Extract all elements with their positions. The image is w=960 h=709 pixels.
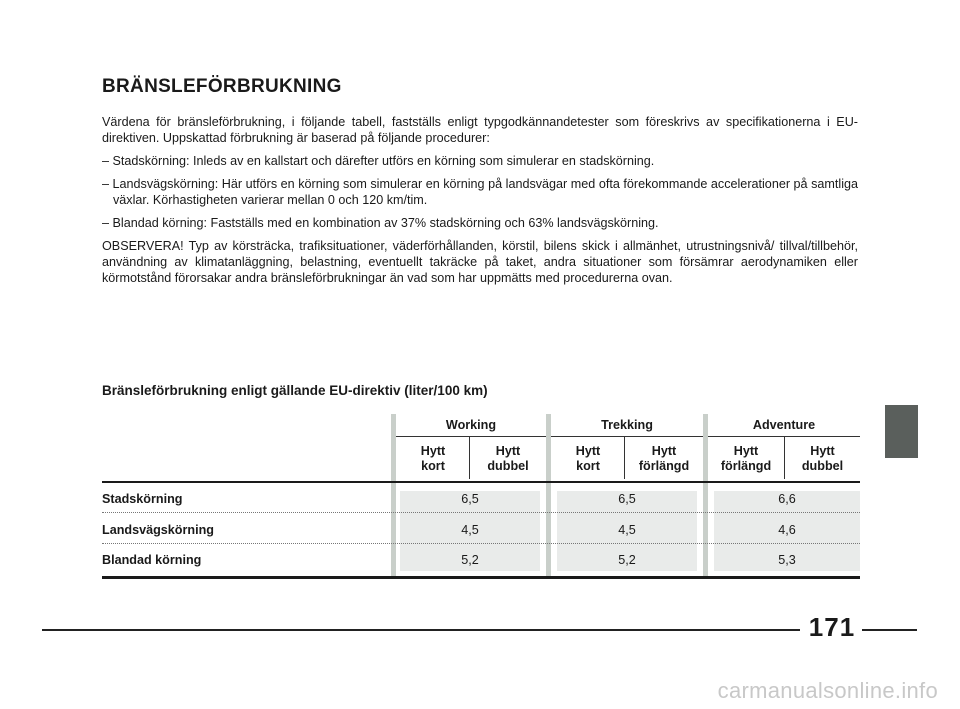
value-adventure-mixed: 5,3 [778, 553, 796, 567]
group-underline [396, 436, 546, 437]
table-bottom-rule [102, 576, 860, 579]
intro-paragraph: Värdena för bränsleförbrukning, i följande tabell, fastställs enligt typgodkännandetester som föreskrivs av specifikationerna i EU-direktiven. Uppskattad förbrukning är baserad på följande procedurer: [102, 115, 858, 145]
group-header-trekking: Trekking [601, 418, 653, 432]
footer-rule-right [862, 629, 917, 631]
bullet-city: – Stadskörning: Inleds av en kallstart och därefter utförs en körning som simulerar en stadskörning. [102, 154, 655, 168]
group-header-working: Working [445, 418, 497, 432]
value-trekking-mixed: 5,2 [618, 553, 636, 567]
consumption-table [102, 414, 860, 582]
row-label-mixed: Blandad körning [102, 553, 202, 567]
row-label-city: Stadskörning [102, 492, 183, 506]
page-title: BRÄNSLEFÖRBRUKNING [102, 76, 342, 97]
group-underline [551, 436, 703, 437]
watermark: carmanualsonline.info [717, 678, 938, 703]
page-number: 171 [808, 612, 856, 642]
subheader-adventure-dubbel: Hytt dubbel [801, 444, 844, 473]
value-adventure-city: 6,6 [778, 492, 796, 506]
chapter-tab [885, 405, 918, 458]
bullet-highway: – Landsvägskörning: Här utförs en körning som simulerar en körning på landsvägar med ofta förekommande accelerationer på samtliga växlar. Körhastigheten varierar mellan 0 och 120 km/tim. [102, 177, 858, 207]
table-separator-bar [703, 414, 708, 578]
body-text [102, 114, 858, 293]
row-divider [102, 543, 860, 544]
value-trekking-highway: 4,5 [618, 523, 636, 537]
subheader-trekking-kort: Hytt kort [575, 444, 601, 473]
table-title: Bränsleförbrukning enligt gällande EU-direktiv (liter/100 km) [102, 383, 488, 398]
group-header-adventure: Adventure [752, 418, 816, 432]
note-paragraph: OBSERVERA! Typ av körsträcka, trafiksituationer, väderförhållanden, körstil, bilens skick i allmänhet, utrustningsnivå/ tillval/tillbehör, användning av klimatanläggning, belastning, eventuellt takräcke på taket, andra situationer som försämrar aerodynamiken eller körmotstånd förorsakar andra bränsleförbrukningar än vad som har uppmätts med procedurerna ovan. [102, 239, 858, 285]
value-working-mixed: 5,2 [461, 553, 479, 567]
table-separator-bar [391, 414, 396, 578]
row-divider [102, 512, 860, 513]
bullet-mixed: – Blandad körning: Fastställs med en kombination av 37% stadskörning och 63% landsvägskörning. [102, 216, 659, 230]
value-working-highway: 4,5 [461, 523, 479, 537]
value-adventure-highway: 4,6 [778, 523, 796, 537]
subheader-adventure-forlangd: Hytt förlängd [720, 444, 772, 473]
subheader-trekking-forlangd: Hytt förlängd [638, 444, 690, 473]
header-rule [102, 481, 860, 483]
row-label-highway: Landsvägskörning [102, 523, 214, 537]
value-trekking-city: 6,5 [618, 492, 636, 506]
table-separator-bar [546, 414, 551, 578]
subheader-working-kort: Hytt kort [420, 444, 446, 473]
footer-rule-left [42, 629, 800, 631]
value-working-city: 6,5 [461, 492, 479, 506]
subheader-working-dubbel: Hytt dubbel [487, 444, 529, 473]
